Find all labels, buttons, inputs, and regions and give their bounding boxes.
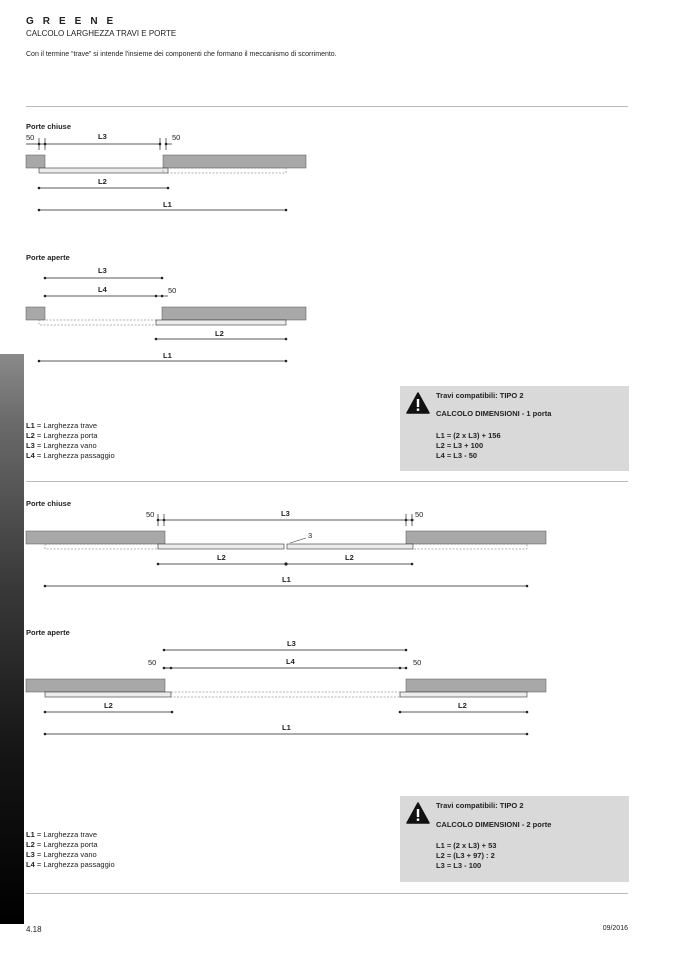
formula: L4 = L3 - 50 [436,451,478,460]
formula: L2 = L3 + 100 [436,441,484,450]
dim-50a: 50 [146,510,155,519]
dim-L2b: L2 [345,553,354,562]
box-calc: CALCOLO DIMENSIONI - 2 porte [436,820,552,829]
brand-logo: GREENE [26,16,123,27]
dim-L2a: L2 [104,701,113,710]
dim-L2: L2 [98,177,107,186]
dim-L2b: L2 [458,701,467,710]
section1-closed-title: Porte chiuse [26,122,72,131]
legend-item: L1 = Larghezza trave [26,421,98,430]
warning-icon [406,392,430,414]
dim-L1: L1 [163,351,172,360]
legend-item: L4 = Larghezza passaggio [26,451,115,460]
legend-1 [26,421,115,461]
legend-item: L3 = Larghezza vano [26,441,97,450]
formula: L1 = (2 x L3) + 53 [436,841,497,850]
dim-L1: L1 [163,200,172,209]
divider [26,481,628,482]
dim-L1: L1 [282,723,291,732]
section2-closed-title: Porte chiuse [26,499,72,508]
dim-L4: L4 [286,657,295,666]
legend-item: L4 = Larghezza passaggio [26,860,115,869]
dim-50: 50 [168,286,177,295]
intro-text: Con il termine “trave” si intende l'insieme dei componenti che formano il meccanismo di scorrimento. [26,51,337,58]
divider [26,106,628,107]
box-title: Travi compatibili: TIPO 2 [436,801,524,810]
legend-item: L2 = Larghezza porta [26,840,98,849]
section2-open-title: Porte aperte [26,628,70,637]
legend-item: L3 = Larghezza vano [26,850,97,859]
box-calc: CALCOLO DIMENSIONI - 1 porta [436,409,552,418]
dim-L3: L3 [287,639,296,648]
dim-3: 3 [308,531,313,540]
info-box-1door [400,386,629,471]
dim-L3: L3 [281,509,290,518]
legend-item: L2 = Larghezza porta [26,431,98,440]
diagram-2door-open [0,636,560,740]
divider [26,893,628,894]
diagram-1door-open [0,262,320,362]
dim-L4: L4 [98,285,107,294]
formula: L2 = (L3 + 97) : 2 [436,851,495,860]
dim-L1: L1 [282,575,291,584]
page-number: 4.18 [26,925,42,934]
warning-icon [406,802,430,824]
formula: L1 = (2 x L3) + 156 [436,431,501,440]
dim-L3: L3 [98,132,107,141]
diagram-1door-closed [0,128,320,218]
info-box-2doors [400,796,629,882]
dim-L2: L2 [215,329,224,338]
dim-50a: 50 [148,658,157,667]
page-subtitle: CALCOLO LARGHEZZA TRAVI E PORTE [26,29,177,38]
legend-item: L1 = Larghezza trave [26,830,98,839]
page-date: 09/2016 [602,925,628,932]
side-gradient-bar [0,354,24,924]
dim-50b: 50 [413,658,422,667]
diagram-2door-closed [0,506,560,592]
formula: L3 = L3 - 100 [436,861,482,870]
box-title: Travi compatibili: TIPO 2 [436,391,524,400]
dim-L2a: L2 [217,553,226,562]
dim-50a: 50 [26,133,35,142]
dim-50b: 50 [172,133,181,142]
dim-50b: 50 [415,510,424,519]
section1-open-title: Porte aperte [26,253,70,262]
legend-2 [26,830,115,870]
dim-L3: L3 [98,266,107,275]
